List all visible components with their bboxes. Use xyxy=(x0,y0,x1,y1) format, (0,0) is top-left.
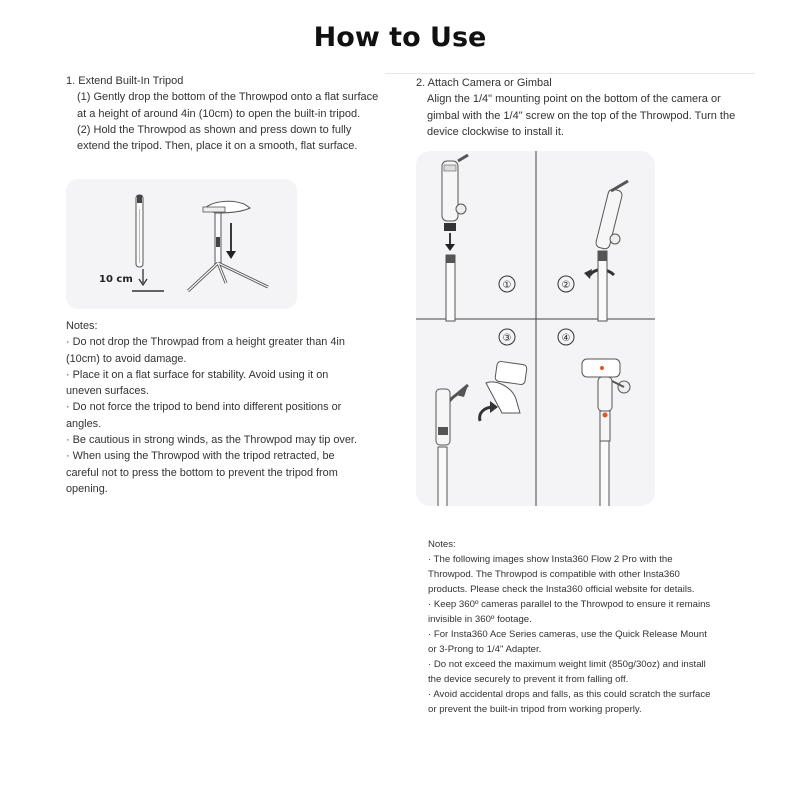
section-heading: 2. Attach Camera or Gimbal xyxy=(416,77,552,89)
note-item: · Keep 360º cameras parallel to the Throwpod to ensure it remains invisible in 360º footage. xyxy=(428,599,711,625)
section-heading: 1. Extend Built-In Tripod xyxy=(66,75,184,87)
note-item: · When using the Throwpod with the tripod retracted, be careful not to press the bottom to prevent the tripod from opening. xyxy=(66,450,338,495)
step-text: (2) Hold the Throwpod as shown and press down to fully extend the tripod. Then, place it on a smooth, flat surface. xyxy=(77,123,358,153)
step-marker: ④ xyxy=(561,333,571,344)
note-item: · Do not drop the Throwpad from a height greater than 4in (10cm) to avoid damage. xyxy=(66,336,345,365)
step-marker: ③ xyxy=(502,333,512,344)
step-text: Align the 1/4" mounting point on the bottom of the camera or gimbal with the 1/4" screw on the top of the Throwpod. Turn the device clockwise to install it. xyxy=(427,93,736,138)
height-label: 10 cm xyxy=(99,274,133,285)
tripod-illustration xyxy=(66,179,297,309)
step-4-illustration xyxy=(558,329,630,506)
notes-attach-camera xyxy=(428,537,718,717)
note-item: · Avoid accidental drops and falls, as this could scratch the surface or prevent the built-in tripod from working properly. xyxy=(428,689,711,715)
notes-extend-tripod xyxy=(66,318,366,497)
step-2-illustration xyxy=(558,181,628,321)
note-item: · Do not exceed the maximum weight limit (850g/30oz) and install the device securely to prevent it from falling off. xyxy=(428,659,706,685)
step-text: (1) Gently drop the bottom of the Throwpod onto a flat surface at a height of around 4in (10cm) to open the built-in tripod. xyxy=(77,91,379,120)
step-1-illustration xyxy=(442,155,515,321)
note-item: · Do not force the tripod to bend into different positions or angles. xyxy=(66,401,342,430)
note-item: · For Insta360 Ace Series cameras, use the Quick Release Mount or 3-Prong to 1/4" Adapter. xyxy=(428,629,707,655)
step-marker: ② xyxy=(561,280,571,291)
section-extend-tripod xyxy=(66,73,386,154)
attach-illustration-grid xyxy=(416,151,655,506)
step-marker: ① xyxy=(502,280,512,291)
note-item: · Place it on a flat surface for stability. Avoid using it on uneven surfaces. xyxy=(66,368,329,398)
note-item: · Be cautious in strong winds, as the Throwpod may tip over. xyxy=(66,434,357,447)
notes-heading: Notes: xyxy=(66,320,98,332)
notes-heading: Notes: xyxy=(428,539,456,550)
step-3-illustration xyxy=(436,329,527,506)
section-attach-camera xyxy=(416,75,751,140)
note-item: · The following images show Insta360 Flow 2 Pro with the Throwpod. The Throwpod is compatible with other Insta360 products. Please check the Insta360 official website for details. xyxy=(428,554,695,595)
section-divider xyxy=(385,73,755,74)
page-title: How to Use xyxy=(313,22,487,53)
